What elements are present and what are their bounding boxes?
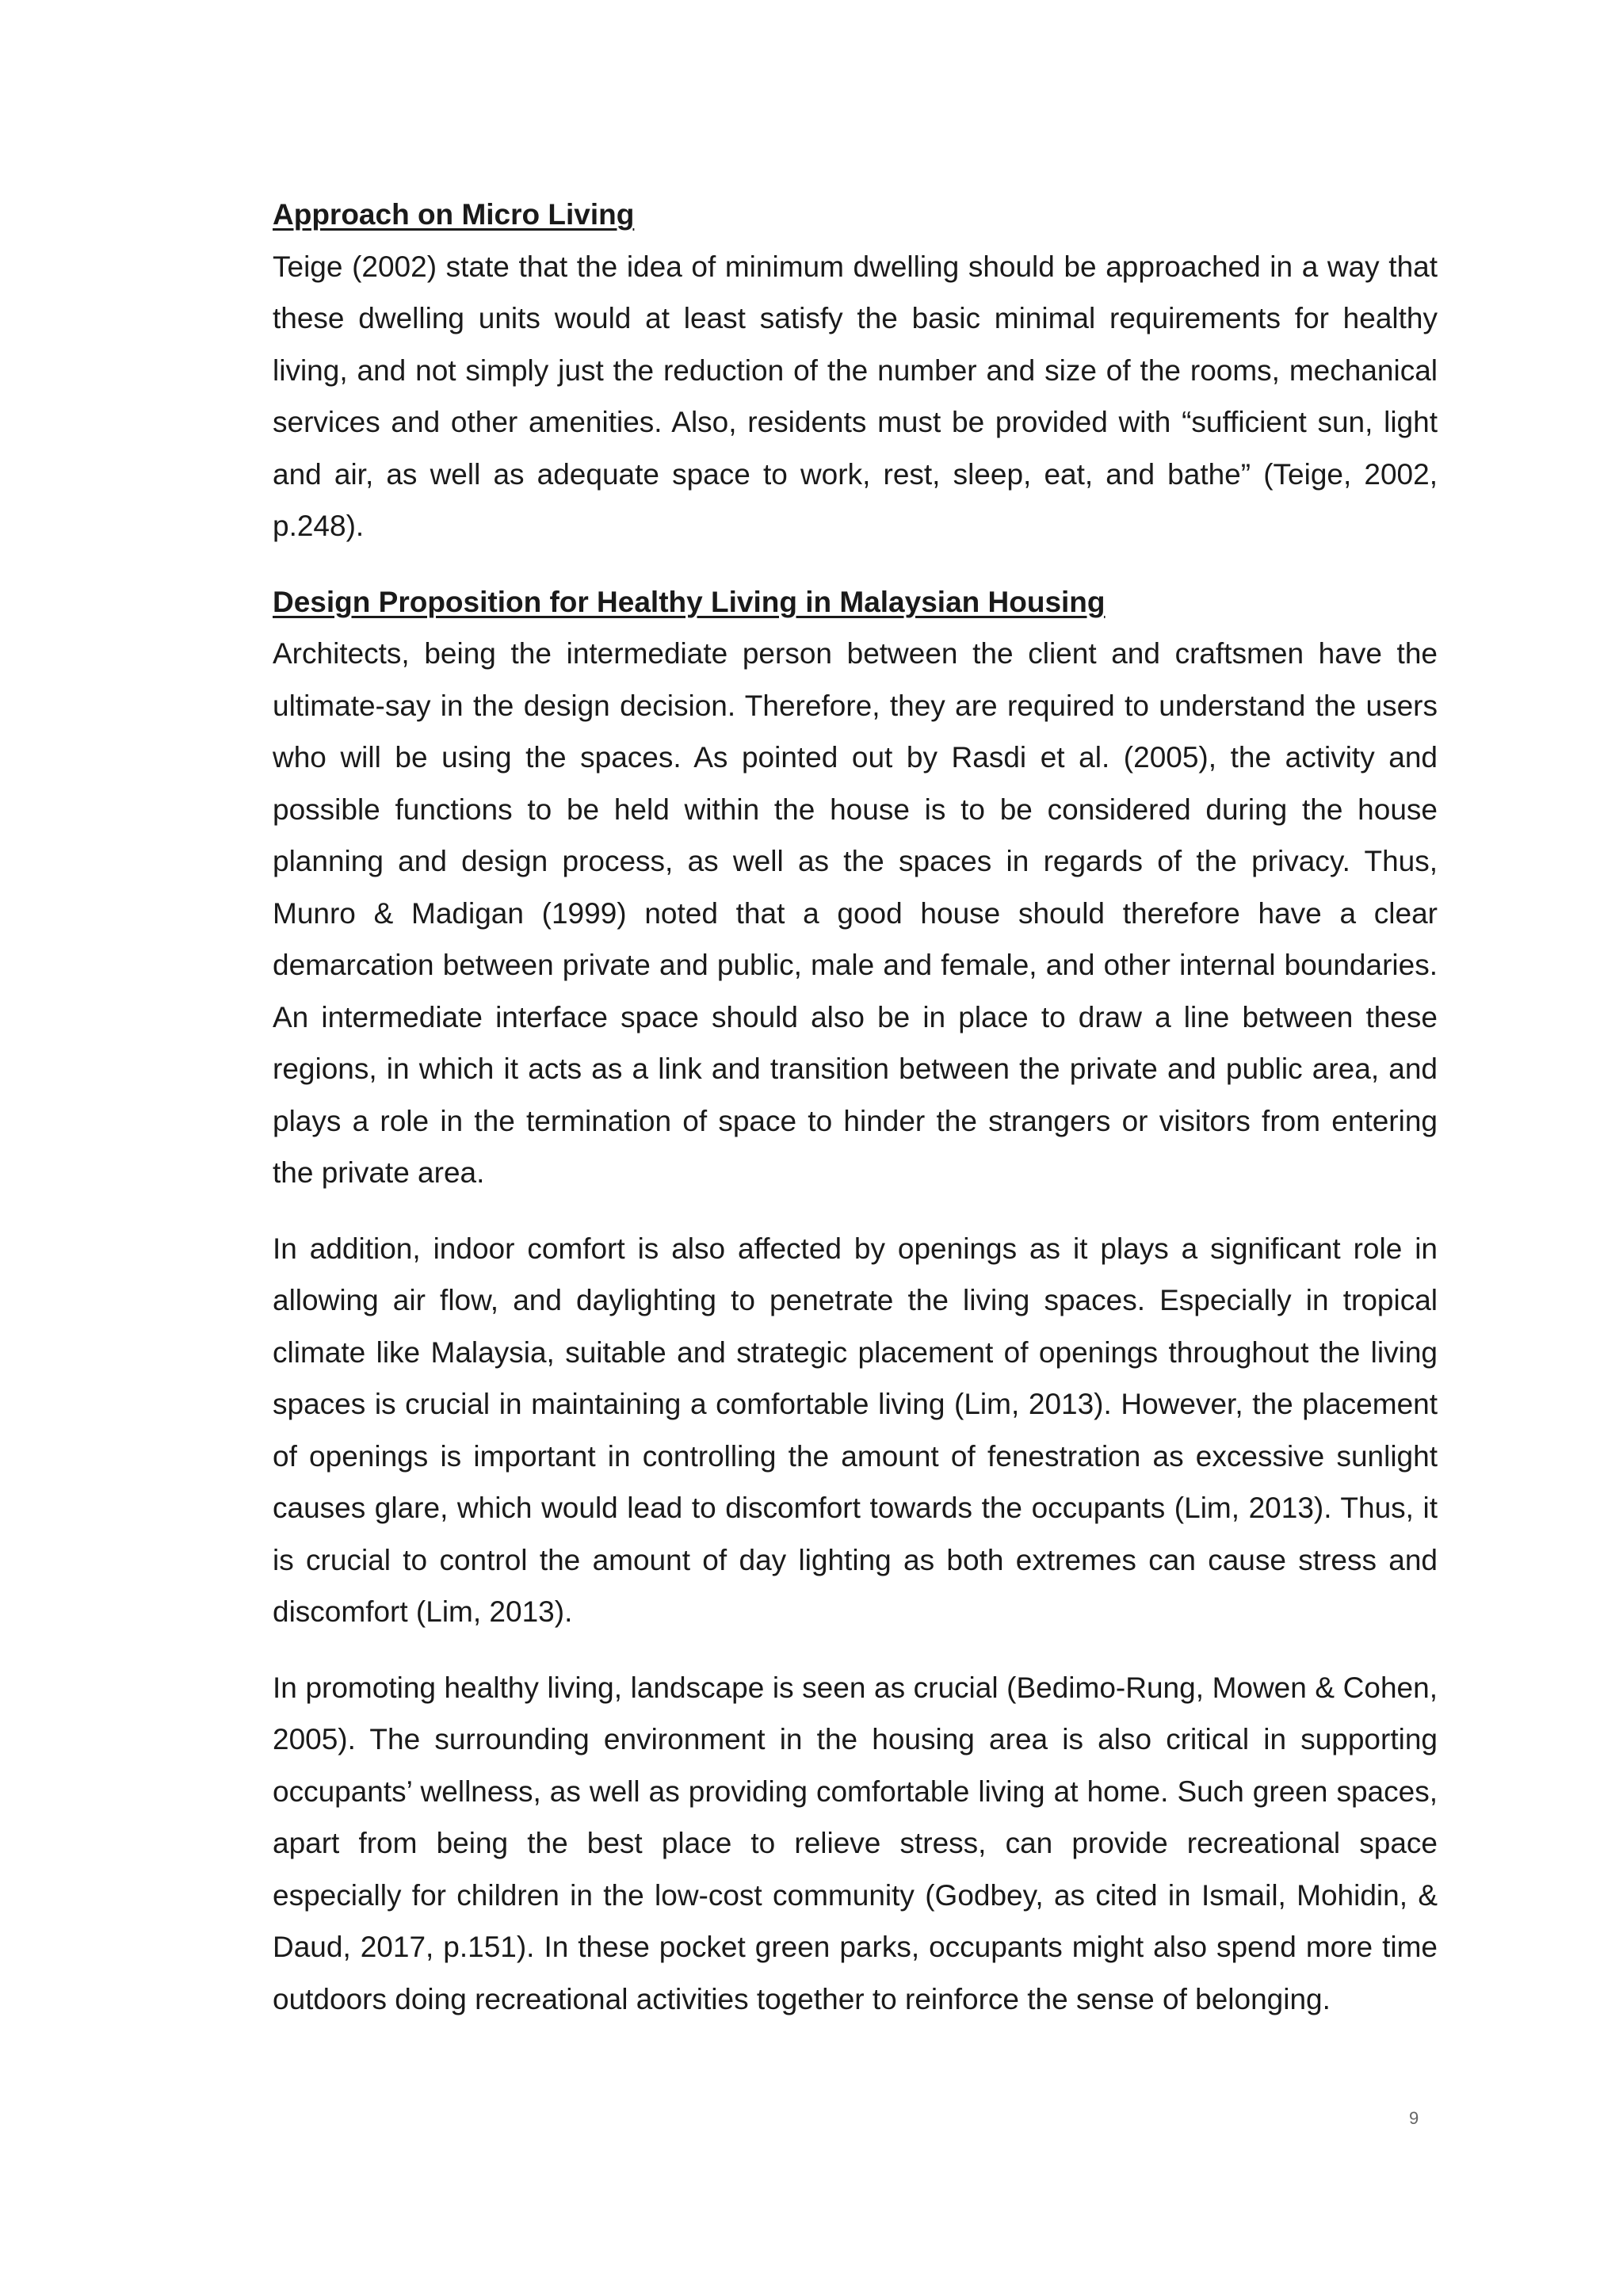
section-heading-design-proposition: Design Proposition for Healthy Living in Malaysian Housing <box>273 585 1106 618</box>
paragraph-architects: Architects, being the intermediate person between the client and craftsmen have the ultimate-say in the design decision. Therefore, they are required to understand the users who will be using the spaces. As pointed out by Rasdi et al. (2005), the activity and possible functions to be held within the house is to be considered during the house planning and design process, as well as the spaces in regards of the privacy. Thus, Munro & Madigan (1999) noted that a good house should therefore have a clear demarcation between private and public, male and female, and other internal boundaries. An intermediate interface space should also be in place to draw a line between these regions, in which it acts as a link and transition between the private and public area, and plays a role in the termination of space to hinder the strangers or visitors from entering the private area. <box>273 637 1438 1189</box>
paragraph-landscape: In promoting healthy living, landscape is seen as crucial (Bedimo-Rung, Mowen & Cohen, 2005). The surrounding environment in the housing area is also critical in supporting occupants’ wellness, as well as providing comfortable living at home. Such green spaces, apart from being the best place to relieve stress, can provide recreational space especially for children in the low-cost community (Godbey, as cited in Ismail, Mohidin, & Daud, 2017, p.151). In these pocket green parks, occupants might also spend more time outdoors doing recreational activities together to reinforce the sense of belonging. <box>273 1671 1438 2015</box>
paragraph-micro-living: Teige (2002) state that the idea of minimum dwelling should be approached in a way that these dwelling units would at least satisfy the basic minimal requirements for healthy living, and not simply just the reduction of the number and size of the rooms, mechanical services and other amenities. Also, residents must be provided with “sufficient sun, light and air, as well as adequate space to work, rest, sleep, eat, and bathe” (Teige, 2002, p.248). <box>273 250 1438 542</box>
section-heading-micro-living: Approach on Micro Living <box>273 198 635 231</box>
page-number: 9 <box>1409 2108 1419 2128</box>
paragraph-indoor-comfort: In addition, indoor comfort is also affected by openings as it plays a significant role in allowing air flow, and daylighting to penetrate the living spaces. Especially in tropical climate like Malaysia, suitable and strategic placement of openings throughout the living spaces is crucial in maintaining a comfortable living (Lim, 2013). However, the placement of openings is important in controlling the amount of fenestration as excessive sunlight causes glare, which would lead to discomfort towards the occupants (Lim, 2013). Thus, it is crucial to control the amount of day lighting as both extremes can cause stress and discomfort (Lim, 2013). <box>273 1232 1438 1628</box>
document-page <box>273 189 1438 2025</box>
